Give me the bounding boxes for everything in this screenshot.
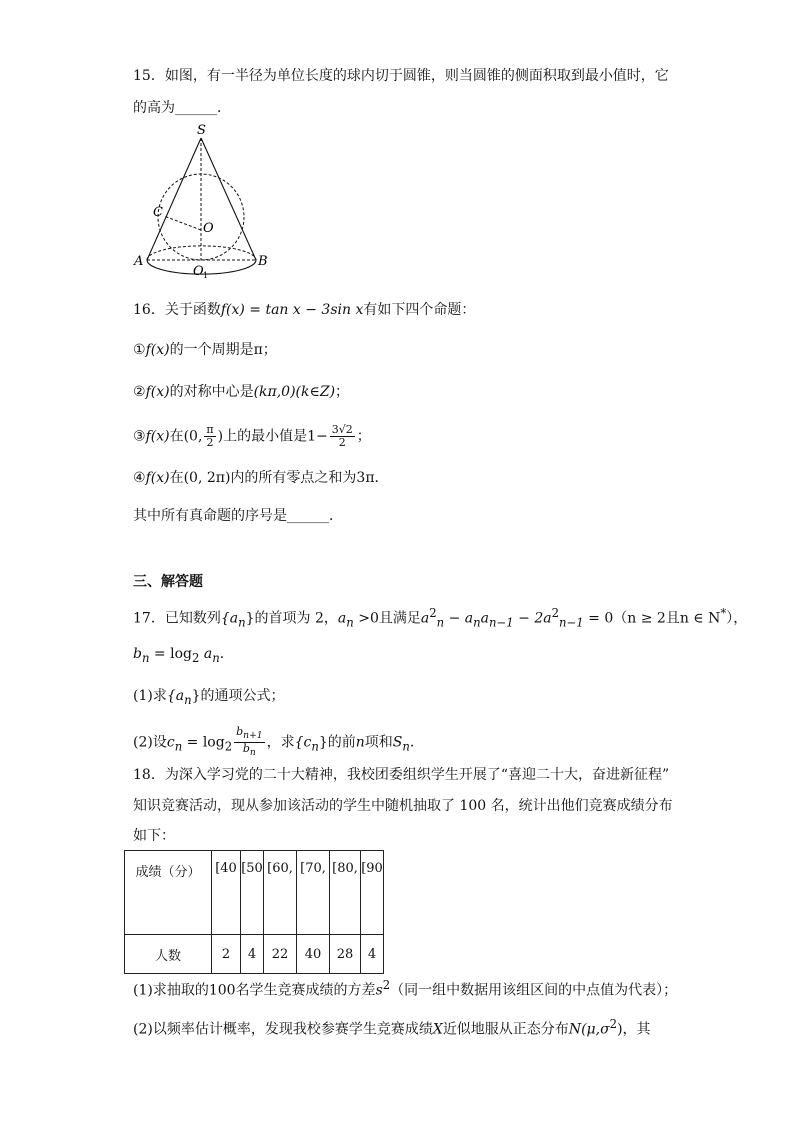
table-cell: 2 bbox=[212, 935, 241, 974]
table-cell: 40 bbox=[297, 935, 330, 974]
table-cell: 4 bbox=[361, 935, 384, 974]
q15-line1: 15．如图，有一半径为单位长度的球内切于圆锥，则当圆锥的侧面积取到最小值时，它 bbox=[133, 68, 669, 84]
section-title: 三、解答题 bbox=[133, 574, 203, 590]
table-cell: 22 bbox=[264, 935, 297, 974]
cone-right-edge bbox=[201, 138, 256, 260]
radius-oc bbox=[164, 216, 201, 230]
label-b: B bbox=[258, 254, 268, 269]
table-cell: [50 bbox=[241, 851, 264, 935]
q16-prop2: ②f(x)的对称中心是(kπ,0)(k∈Z)； bbox=[133, 384, 350, 400]
table-row-scores bbox=[125, 851, 384, 935]
q17-part1: (1)求$\{a_n\}$的通项公式； bbox=[133, 688, 285, 707]
cone-sphere-figure bbox=[130, 120, 280, 280]
table-header-score: 成绩（分） bbox=[125, 851, 212, 935]
q16-prop4: ④f(x)在(0, 2π)内的所有零点之和为3π． bbox=[133, 470, 389, 486]
label-s: S bbox=[197, 123, 206, 138]
q18-line1: 18．为深入学习党的二十大精神，我校团委组织学生开展了“喜迎二十大，奋进新征程” bbox=[133, 767, 670, 783]
q16-prop3: ③f(x)在(0, $\frac{\pi}{2}$ )上的最小值是1− $\frac{3√2}{2}$ ； bbox=[133, 423, 371, 449]
table-cell: [90 bbox=[361, 851, 384, 935]
inscribed-sphere bbox=[158, 174, 244, 260]
q18-line3: 如下： bbox=[133, 828, 175, 844]
label-o1-sub: 1 bbox=[203, 271, 209, 280]
table-cell: [40 bbox=[212, 851, 241, 935]
base-ellipse-back bbox=[147, 246, 256, 260]
label-o1: O bbox=[193, 264, 204, 279]
q18-line2: 知识竞赛活动，现从参加该活动的学生中随机抽取了 100 名，统计出他们竞赛成绩分布 bbox=[133, 798, 673, 814]
label-c: C bbox=[153, 205, 163, 220]
label-a: A bbox=[134, 254, 144, 269]
q17-line1: 17．已知数列$\{a_n\}$的首项为 2，$a_n >0$且满足$a^2_n - a_na_{n-1} - 2a^2_{n-1} = 0(n \ge 2$且n ∈ N*）， bbox=[133, 606, 748, 630]
q16-prop1: ①f(x)的一个周期是π； bbox=[133, 342, 277, 358]
score-distribution-table bbox=[124, 850, 384, 974]
q15-line2: 的高为______． bbox=[133, 100, 231, 116]
label-o: O bbox=[203, 221, 214, 236]
q17-part2: (2)设$c_n = \log_2$ $\frac{b_{n+1}}{b_n}$ ，求$\{c_n\}$的前n项和$S_n$． bbox=[133, 725, 424, 759]
table-header-count: 人数 bbox=[125, 935, 212, 974]
cone-left-edge bbox=[147, 138, 201, 260]
table-cell: [70, bbox=[297, 851, 330, 935]
q16-intro: 16．关于函数f(x) = tan x − 3sin x有如下四个命题： bbox=[133, 302, 476, 318]
q18-part1: (1)求抽取的100名学生竞赛成绩的方差$s^2$（同一组中数据用该组区间的中点值为代表）； bbox=[133, 978, 678, 999]
table-row-counts bbox=[125, 935, 384, 974]
table-cell: [60, bbox=[264, 851, 297, 935]
table-cell: [80, bbox=[330, 851, 361, 935]
q17-line2: $b_n = \log_2 a_n$． bbox=[133, 646, 234, 665]
table-cell: 28 bbox=[330, 935, 361, 974]
table-cell: 4 bbox=[241, 935, 264, 974]
q16-ask: 其中所有真命题的序号是______． bbox=[133, 508, 343, 524]
q18-part2: (2)以频率估计概率，发现我校参赛学生竞赛成绩X近似地服从正态分布$N(\mu,\sigma^2)$，其 bbox=[133, 1017, 651, 1038]
